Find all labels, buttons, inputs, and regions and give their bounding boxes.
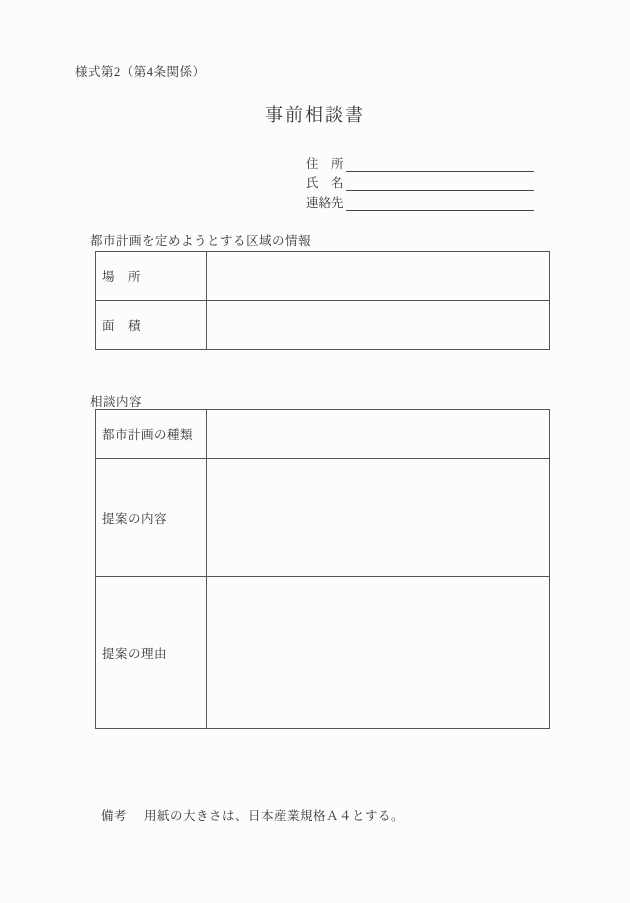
- remarks-note: [101, 806, 404, 824]
- consultation-heading: 相談内容: [90, 395, 143, 409]
- name-row: [306, 172, 534, 192]
- table-row: [96, 252, 550, 301]
- area-info-table: [95, 251, 550, 350]
- name-label: 氏 名: [306, 176, 344, 190]
- plan-type-value-cell: [207, 410, 550, 459]
- table-row: [96, 410, 550, 459]
- table-row: [96, 301, 550, 350]
- consultation-table: [95, 409, 550, 729]
- table-row: [96, 577, 550, 729]
- proposal-reason-value-cell: [207, 577, 550, 729]
- page-title: 事前相談書: [265, 105, 365, 125]
- area-label-cell: 面 積: [96, 301, 207, 350]
- area-value-cell: [207, 301, 550, 350]
- remarks-text: 用紙の大きさは、日本産業規格Ａ４とする。: [144, 809, 405, 823]
- proposal-content-value-cell: [207, 459, 550, 577]
- location-value-cell: [207, 252, 550, 301]
- area-info-heading: 都市計画を定めようとする区域の情報: [90, 234, 312, 248]
- address-label: 住 所: [306, 156, 344, 171]
- contact-info-label: 連絡先: [306, 195, 344, 210]
- address-row: [306, 152, 534, 172]
- contact-info-fill-line: [346, 191, 534, 211]
- contact-block: [306, 152, 534, 211]
- remarks-label: 備考: [101, 809, 128, 823]
- name-fill-line: [346, 172, 534, 192]
- address-fill-line: [346, 152, 534, 172]
- contact-info-row: [306, 191, 534, 211]
- proposal-content-label-cell: 提案の内容: [96, 459, 207, 577]
- proposal-reason-label-cell: 提案の理由: [96, 577, 207, 729]
- plan-type-label-cell: 都市計画の種類: [96, 410, 207, 459]
- form-number: 様式第2（第4条関係）: [75, 65, 206, 79]
- table-row: [96, 459, 550, 577]
- location-label-cell: 場 所: [96, 252, 207, 301]
